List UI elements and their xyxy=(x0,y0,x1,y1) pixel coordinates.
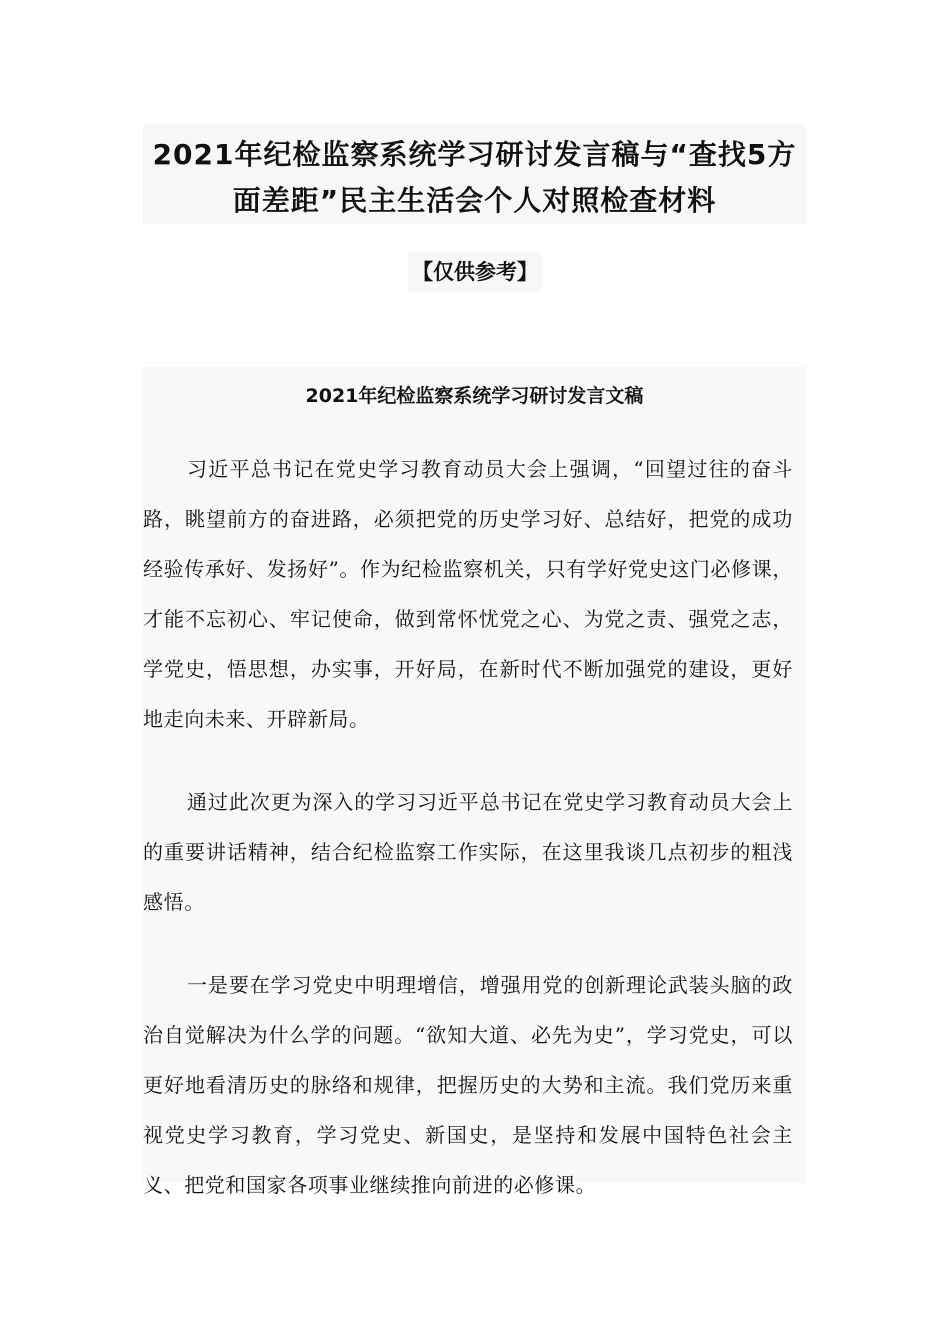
section-title: 2021年纪检监察系统学习研讨发言文稿 xyxy=(305,385,644,407)
document-body xyxy=(143,367,806,1197)
reference-note-wrapper xyxy=(0,252,950,292)
reference-note: 【仅供参考】 xyxy=(408,252,542,292)
paragraph-2: 通过此次更为深入的学习习近平总书记在党史学习教育动员大会上的重要讲话精神，结合纪检监察工作实际，在这里我谈几点初步的粗浅感悟。 xyxy=(143,790,793,914)
title-block xyxy=(143,124,806,224)
paragraph-3: 一是要在学习党史中明理增信，增强用党的创新理论武装头脑的政治自觉解决为什么学的问题。“欲知大道、必先为史”，学习党史，可以更好地看清历史的脉络和规律，把握历史的大势和主流。我们党历来重视党史学习教育，学习党史、新国史，是坚持和发展中国特色社会主义、把党和国家各项事业继续推向前进的必修课。 xyxy=(143,973,793,1197)
paragraph-1: 习近平总书记在党史学习教育动员大会上强调，“回望过往的奋斗路，眺望前方的奋进路，必须把党的历史学习好、总结好，把党的成功经验传承好、发扬好”。作为纪检监察机关，只有学好党史这门必修课，才能不忘初心、牢记使命，做到常怀忧党之心、为党之责、强党之志，学党史，悟思想，办实事，开好局，在新时代不断加强党的建设，更好地走向未来、开辟新局。 xyxy=(143,457,793,731)
document-title: 2021年纪检监察系统学习研讨发言稿与“查找5方面差距”民主生活会个人对照检查材料 xyxy=(152,138,797,217)
